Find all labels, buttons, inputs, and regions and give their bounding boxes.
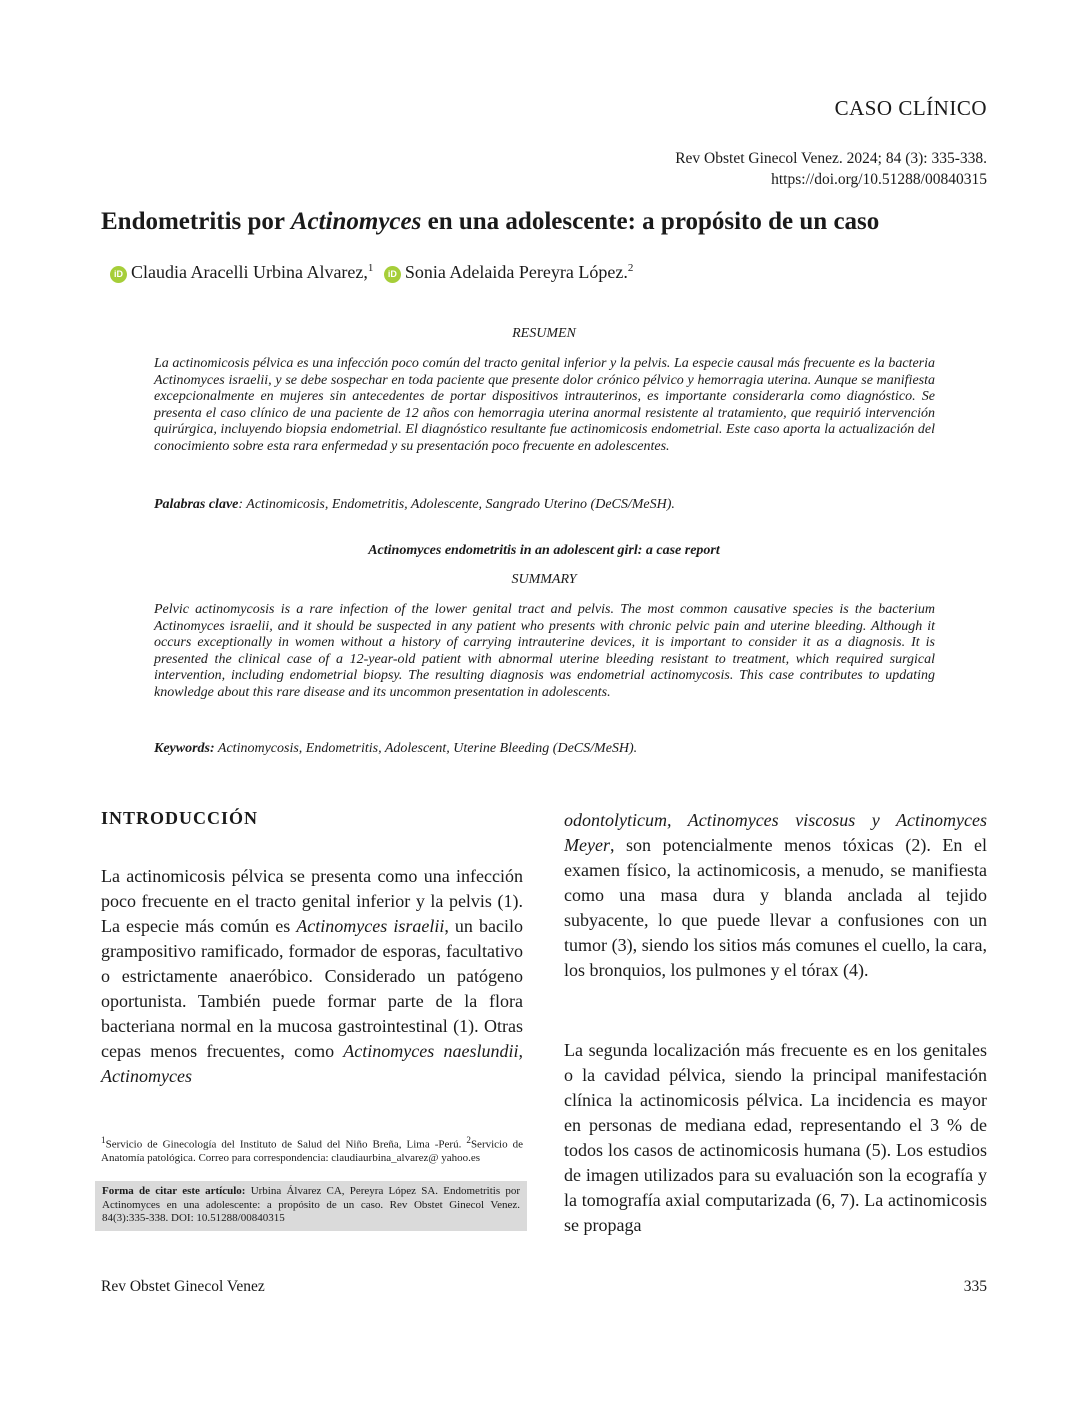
orcid-icon[interactable]: iD: [110, 266, 127, 283]
intro-p1-text-a: La actinomicosis pélvica se presenta como una infección poco frecuente en el tracto genital inferior y la pelvis (1). La especie más común es: [101, 866, 523, 936]
keywords-label: Keywords:: [154, 741, 215, 756]
footnote-sup-1: 1: [101, 1135, 106, 1145]
how-to-cite-label: Forma de citar este artículo:: [102, 1185, 246, 1197]
author-affiliation: 2: [627, 262, 634, 274]
title-part-2: en una adolescente: a propósito de un caso: [421, 208, 880, 235]
footnote-sup-2: 2: [466, 1135, 471, 1145]
journal-citation: [675, 148, 987, 190]
article-title: [101, 208, 991, 236]
how-to-cite-box: [95, 1181, 527, 1231]
intro-p1-italic-2: Actinomyces naeslundii, Actinomyces: [101, 1041, 523, 1086]
summary-heading: SUMMARY: [511, 572, 577, 587]
affiliation-footnote: [101, 1134, 523, 1166]
intro-p1-italic-1: Actinomyces israelii: [296, 916, 445, 936]
intro-p2-text: , son potencialmente menos tóxicas (2). En el examen físico, la actinomicosis, a menudo, se manifiesta como una masa dura y blanda anclada al tejido subyacente, lo que puede llevar a confusiones con un tumor (3), siendo los sitios más comunes el cuello, la cara, los bronquios, los pulmones y el tórax (4).: [564, 835, 987, 980]
footnote-text-1: Servicio de Ginecología del Instituto de Salud del Niño Breña, Lima -Perú.: [105, 1138, 467, 1151]
author-name: Sonia Adelaida Pereyra López.: [404, 262, 628, 282]
intro-p1-text-b: , un bacilo grampositivo ramificado, formador de esporas, facultativo o estrictamente anaeróbico. Considerado un patógeno oportunista. También puede formar parte de la flora bacteriana normal en la mucosa gastrointestinal (1). Otras cepas menos frecuentes, como: [101, 916, 523, 1061]
footnote-text-2: Servicio de Anatomía patológica. Correo para correspondencia: claudiaurbina_alvarez@ yahoo.es: [101, 1138, 523, 1165]
footer-journal: Rev Obstet Ginecol Venez: [101, 1278, 265, 1295]
orcid-icon[interactable]: iD: [384, 266, 401, 283]
palabras-clave-label: Palabras clave: [154, 497, 239, 512]
resumen-text: La actinomicosis pélvica es una infección poco común del tracto genital inferior y la pelvis. La especie causal más frecuente es la bacteria Actinomyces israelii, y se debe sospechar en toda paciente que presente dolor crónico pélvico y hemorragia uterina. Aunque se manifiesta excepcionalmente en mujeres sin antecedentes de portar dispositivos intrauterinos, es importante considerarla como diagnóstico. Se presenta el caso clínico de una paciente de 12 años con hemorragia uterina anormal resistente al tratamiento, que requirió intervención quirúrgica, incluyendo biopsia endometrial. El diagnóstico resultante fue actinomicosis endometrial. Este caso aporta la actualización del conocimiento sobre esta rara enfermedad y su presentación poco frecuente en adolescentes.: [154, 356, 935, 454]
summary-text: Pelvic actinomycosis is a rare infection of the lower genital tract and pelvis. The most common causative species is the bacterium Actinomyces israelii, and it should be suspected in any patient who presents with chronic pelvic pain and uterine bleeding. Although it occurs exceptionally in women without a history of carrying intrauterine devices, it is important to consider it as a diagnosis. It is presented the clinical case of a 12-year-old patient with abnormal uterine bleeding resistant to treatment, which required surgical intervention, including endometrial biopsy. The resulting diagnosis was endometrial actinomycosis. This case contributes to updating knowledge about this rare disease and its uncommon presentation in adolescents.: [154, 602, 935, 700]
english-title: Actinomyces endometritis in an adolescent girl: a case report: [368, 543, 720, 558]
keywords-values: Actinomycosis, Endometritis, Adolescent, Uterine Bleeding (DeCS/MeSH).: [214, 741, 638, 756]
title-italic-genus: Actinomyces: [290, 208, 422, 235]
intro-paragraph-1: [101, 864, 523, 1089]
section-label: CASO CLÍNICO: [834, 96, 987, 120]
keywords: [154, 741, 935, 757]
intro-paragraph-2: [564, 808, 987, 983]
resumen-heading: RESUMEN: [512, 326, 576, 341]
intro-p2-italic: odontolyticum, Actinomyces viscosus y Actinomyces Meyer: [564, 810, 987, 855]
intro-paragraph-3: La segunda localización más frecuente es en los genitales o la cavidad pélvica, siendo la principal manifestación clínica la actinomicosis pélvica. La incidencia es mayor en personas de mediana edad, representando el 3 % de todos los casos de actinomicosis humana (5). Los estudios de imagen utilizados para su evaluación son la ecografía y la tomografía axial computarizada (6, 7). La actinomicosis se propaga: [564, 1040, 987, 1235]
page-number: 335: [963, 1278, 987, 1295]
introduccion-heading: INTRODUCCIÓN: [101, 808, 259, 828]
how-to-cite-text: Urbina Álvarez CA, Pereyra López SA. Endometritis por Actinomyces en una adolescente: a propósito de un caso. Rev Obstet Ginecol Venez. 84(3):335-338. DOI: 10.51288/00840315: [102, 1185, 520, 1224]
citation-line: Rev Obstet Ginecol Venez. 2024; 84 (3): 335-338.: [675, 150, 987, 167]
doi-link[interactable]: https://doi.org/10.51288/00840315: [771, 171, 987, 188]
author-name: Claudia Aracelli Urbina Alvarez,: [131, 262, 368, 282]
author-list: [110, 262, 639, 283]
author-affiliation: 1: [367, 262, 374, 274]
palabras-clave: [154, 497, 935, 513]
title-part-1: Endometritis por: [101, 208, 291, 235]
palabras-clave-values: : Actinomicosis, Endometritis, Adolescente, Sangrado Uterino (DeCS/MeSH).: [238, 497, 675, 512]
